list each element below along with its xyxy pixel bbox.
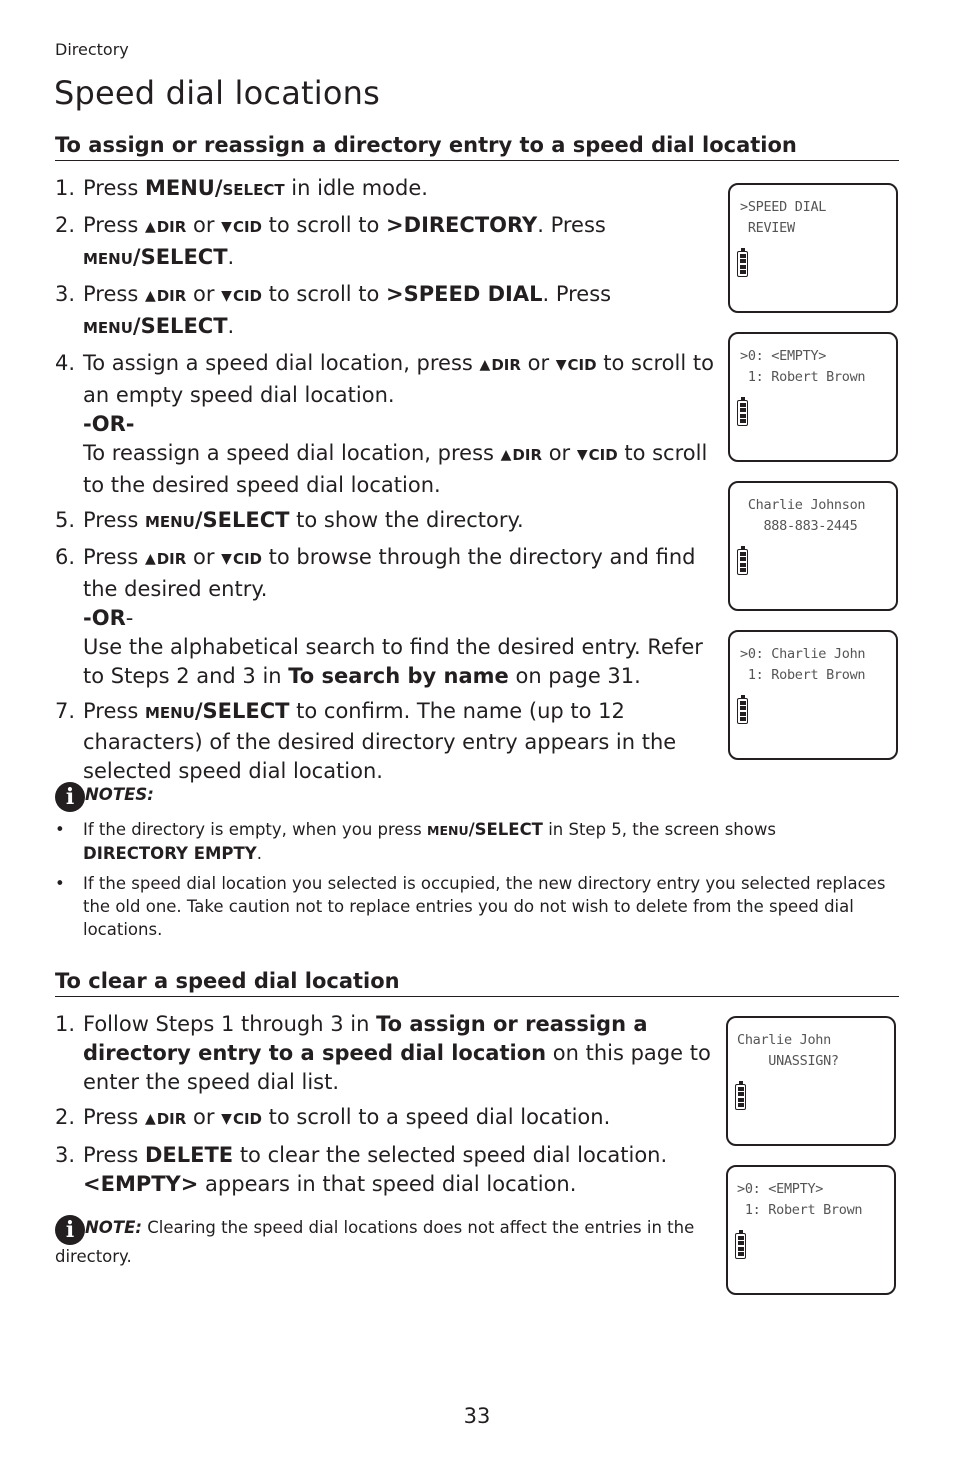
bullet-icon: • <box>55 820 65 839</box>
page-title: Speed dial locations <box>54 74 380 112</box>
lcd-screen: >SPEED DIAL REVIEW <box>728 183 898 313</box>
lcd-screen: >0: <EMPTY> 1: Robert Brown <box>728 332 898 462</box>
down-arrow-icon: ▼ <box>576 447 588 463</box>
lcd-screen: >0: Charlie John 1: Robert Brown <box>728 630 898 760</box>
up-arrow-icon: ▲ <box>144 551 156 567</box>
lcd-screen: Charlie John UNASSIGN? <box>726 1016 896 1146</box>
assign-step-7: 7. Press MENU/SELECT to confirm. The name (up to 12 characters) of the desired directory entry appears in the selected speed dial location. <box>55 699 677 783</box>
down-arrow-icon: ▼ <box>221 219 232 235</box>
clear-note: i NOTE: Clearing the speed dial locations does not affect the entries in the directory. <box>55 1217 695 1266</box>
info-icon: i <box>55 1215 85 1245</box>
assign-step-3: 3. Press ▲DIR or ▼CID to scroll to >SPEED DIAL. Press MENU/SELECT. <box>55 282 612 338</box>
lcd-screen: >0: <EMPTY> 1: Robert Brown <box>726 1165 896 1295</box>
assign-section-ref: To assign or reassign a directory entry to a speed dial location <box>83 1012 648 1065</box>
battery-icon <box>737 698 748 724</box>
down-arrow-icon: ▼ <box>221 288 232 304</box>
assign-step-5: 5. Press MENU/SELECT to show the directory. <box>55 508 524 532</box>
notes-block <box>55 782 900 948</box>
assign-step-1: 1. Press MENU/SELECT in idle mode. <box>55 176 428 200</box>
clear-heading-rule <box>55 996 899 997</box>
clear-step-3: 3. Press DELETE to clear the selected speed dial location. <EMPTY> appears in that speed dial location. <box>55 1143 668 1196</box>
menu-key: MENU/ <box>144 176 223 200</box>
clear-step-1: 1. Follow Steps 1 through 3 in To assign or reassign a directory entry to a speed dial location on this page to enter the speed dial list. <box>55 1012 711 1094</box>
lcd-screen: Charlie Johnson 888-883-2445 <box>728 481 898 611</box>
assign-heading: To assign or reassign a directory entry to a speed dial location <box>55 133 797 157</box>
clear-steps <box>55 1010 720 1205</box>
assign-step-6: 6. Press ▲DIR or ▼CID to browse through the directory and find the desired entry. -OR- Use the alphabetical search to find the desired entry. Refer to Steps 2 and 3 in To search by name on page 31. <box>55 545 703 688</box>
note-item: • If the directory is empty, when you press MENU/SELECT in Step 5, the screen shows DIRECTORY EMPTY. <box>55 820 776 863</box>
assign-step-4: 4. To assign a speed dial location, press ▲DIR or ▼CID to scroll to an empty speed dial location. -OR- To reassign a speed dial location, press ▲DIR or ▼CID to scroll to the desired speed dial location. <box>55 351 714 497</box>
battery-icon <box>737 400 748 426</box>
bullet-icon: • <box>55 874 65 893</box>
info-icon: i <box>55 782 85 812</box>
notes-header <box>55 782 900 812</box>
battery-icon <box>735 1084 746 1110</box>
clear-heading: To clear a speed dial location <box>55 969 400 993</box>
note-item: • If the speed dial location you selected is occupied, the new directory entry you selected replaces the old one. Take caution not to replace entries you do not wish to delete from the speed dial locations. <box>55 874 886 939</box>
or-label: -OR <box>83 606 126 630</box>
down-arrow-icon: ▼ <box>221 551 232 567</box>
down-arrow-icon: ▼ <box>221 1111 232 1127</box>
down-arrow-icon: ▼ <box>555 357 567 373</box>
up-arrow-icon: ▲ <box>479 357 491 373</box>
clear-step-2: 2. Press ▲DIR or ▼CID to scroll to a speed dial location. <box>55 1103 720 1135</box>
up-arrow-icon: ▲ <box>144 288 156 304</box>
up-arrow-icon: ▲ <box>144 1111 156 1127</box>
up-arrow-icon: ▲ <box>144 219 156 235</box>
or-label: -OR- <box>83 412 135 436</box>
battery-icon <box>735 1233 746 1259</box>
battery-icon <box>737 549 748 575</box>
notes-label: NOTES: <box>85 785 154 804</box>
up-arrow-icon: ▲ <box>500 447 512 463</box>
battery-icon <box>737 251 748 277</box>
page-number: 33 <box>463 1404 491 1428</box>
assign-step-2: 2. Press ▲DIR or ▼CID to scroll to >DIRECTORY. Press MENU/SELECT. <box>55 213 606 269</box>
search-by-name-ref: To search by name <box>288 664 509 688</box>
select-key: SELECT <box>222 181 285 199</box>
section-label: Directory <box>55 40 129 59</box>
assign-heading-rule <box>55 160 899 161</box>
assign-steps <box>55 174 720 792</box>
